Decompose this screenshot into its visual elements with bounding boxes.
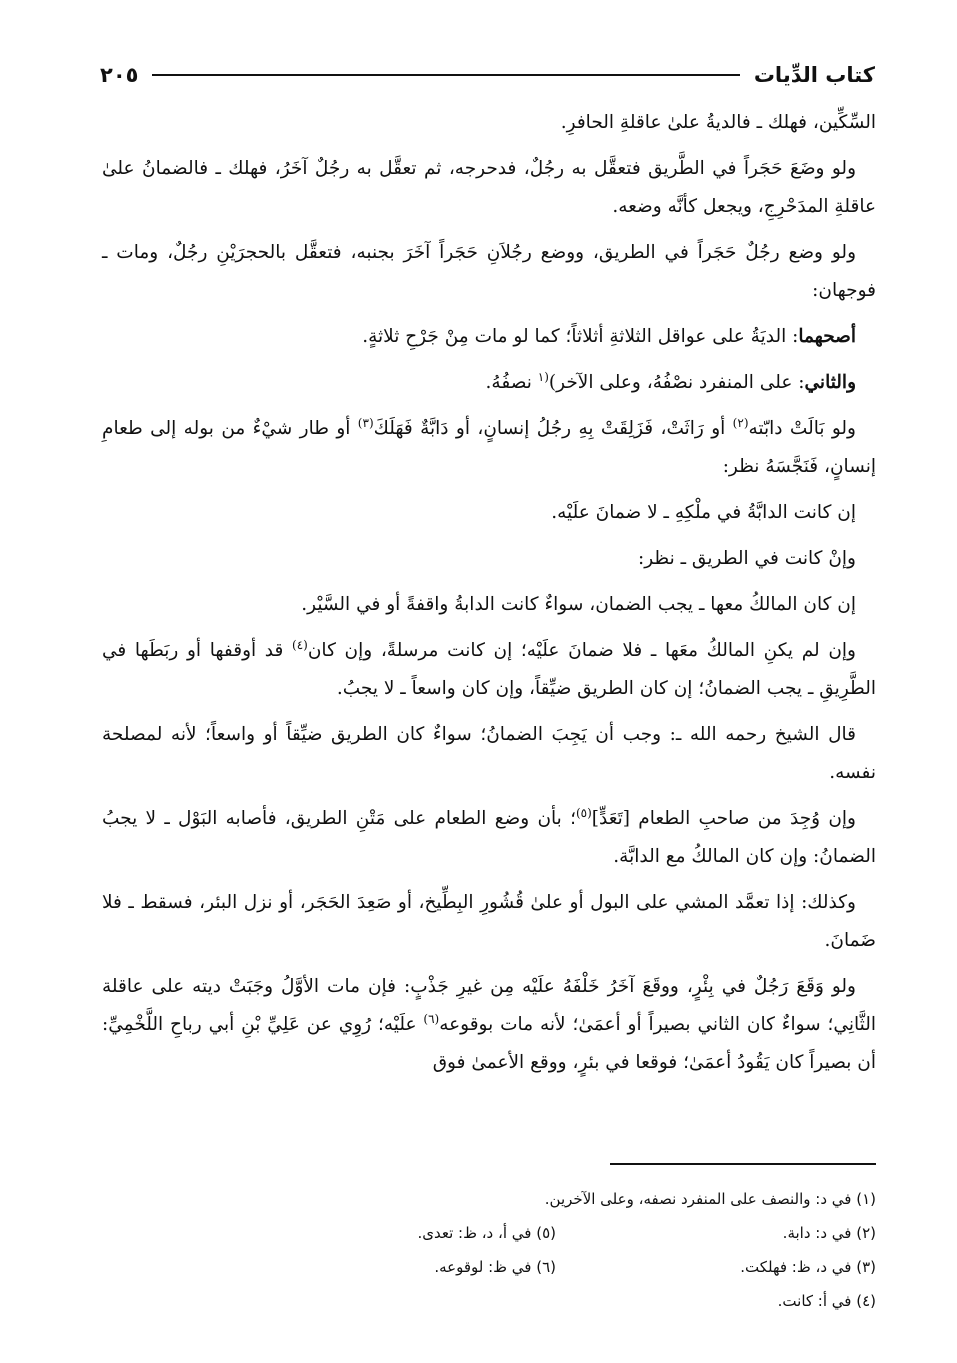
- footnote: (٣) في د، ظ: فهلكت.: [740, 1258, 876, 1276]
- footnote-ref: (١: [537, 369, 549, 384]
- running-title: كتاب الدِّيات: [753, 63, 875, 87]
- opinion-label: أصحهما: [798, 326, 856, 347]
- paragraph: السِّكِّين، فهلك ـ فالديةُ علىٰ عاقلةِ الحافرِ.: [560, 112, 876, 133]
- paragraph: ولو وضع رجُلٌ حَجَراً في الطريق، ووضع رجُلاَنِ حَجَراً آخَرَ بجنبه، فتعقَّل بالحجرَيْنِ رجُلٌ، ومات ـ فوجهان:: [102, 242, 876, 301]
- page-header: [100, 55, 875, 95]
- paragraph: [102, 410, 876, 486]
- text-run: وإن لم يكنِ المالكُ معَها ـ فلا ضمانَ علَيْه؛ إن كانت مرسلةً، وإن كان: [307, 640, 856, 661]
- text-run: ولو وَقَعَ رَجُلٌ في بِئْرٍ، ووقَعَ آخَرُ خَلْفَهُ علَيْه مِن غيرِ جَذْبٍ: فإن مات الأوَّلُ وجَبَتْ ديته على عاقلة الثَّانِي؛ سواءٌ كان الثاني بصيراً أو أعمَىٰ؛ لأنه مات بوقوعه: [102, 976, 876, 1035]
- page-body: [102, 104, 876, 1154]
- opinion-text: : على المنفرد نصْفُهُ، وعلى الآخر): [548, 372, 805, 393]
- paragraph: [102, 800, 876, 876]
- footnote-ref: (٥): [575, 805, 592, 820]
- paragraph: [102, 968, 876, 1082]
- paragraph: قال الشيخ رحمه الله ـ: وجب أن يَجِبَ الضمانُ؛ سواءٌ كان الطريق ضيِّقاً أو واسعاً؛ لأنه لمصلحة نفسه.: [102, 724, 876, 783]
- footnote-separator: [610, 1163, 876, 1165]
- opinion-first: [102, 318, 876, 356]
- page-number: ٢٠٥: [100, 63, 139, 87]
- text-run: وإن وُجِدَ من صاحبِ الطعام [تَعَدٍّ]: [591, 808, 856, 829]
- opinion-text: : الديَةُ على عواقل الثلاثةِ أثلاثاً؛ كما لو مات مِنْ جَرْحِ ثلاثةٍ.: [362, 326, 799, 347]
- text-run: ؛ بأن وضع الطعام على مَتْنِ الطريق، فأصابه البَوْل ـ لا يجبُ الضمانُ: وإن كان المالكُ مع الدابَّة.: [102, 808, 876, 867]
- opinion-second: [102, 364, 876, 402]
- paragraph: إن كان المالكُ معها ـ يجب الضمان، سواءٌ كانت الدابةُ واقفةً أو في السَّيْر.: [301, 594, 856, 615]
- footnote-row: [102, 1216, 876, 1250]
- footnote-row: [102, 1182, 876, 1216]
- footnote-ref: (٤): [292, 637, 308, 652]
- opinion-text: نصفُهُ.: [485, 372, 538, 393]
- text-run: ولو بَالَتْ دابّته: [748, 418, 856, 439]
- footnote-row: [102, 1284, 876, 1318]
- footnote: (٥) في أ، د، ظ: تعدى.: [417, 1224, 556, 1242]
- paragraph: [102, 632, 876, 708]
- opinion-label: والثاني: [804, 372, 856, 393]
- paragraph: وإنْ كانت في الطريق ـ نظر:: [637, 548, 856, 569]
- footnote-ref: (٦): [423, 1011, 440, 1026]
- footnote-ref: (٢): [732, 415, 749, 430]
- text-run: أو رَاثَتْ، فَزَلِقَتْ بِهِ رجُلُ إنسانٍ، أو دَابَّةٌ فَهَلَكَ: [373, 418, 733, 439]
- paragraph: وكذلك: إذا تعمَّد المشي على البول أو علىٰ قُشُورِ البِطِّيخ، أو صَعِدَ الحَجَر، أو نزل البئر، فسقط ـ فلا ضَمانَ.: [102, 892, 876, 951]
- footnote: (٢) في د: دابة.: [782, 1224, 876, 1242]
- footnote-row: [102, 1250, 876, 1284]
- text-run: قد أوقفها أو ربَطَها في الطَّرِيقِ ـ يجب الضمانُ؛ إن كان الطريق ضيِّقاً، وإن كان واسعاً ـ لا يجبُ.: [102, 640, 876, 699]
- text-run: علَيْه؛ رُوِي عن عَلِيِّ بْنِ أبي رباحِ اللَّخْمِيِّ: أن بصيراً كان يَقُودُ أعمَىٰ؛ فوقعا في بئرٍ، ووقع الأعمىٰ فوق: [102, 1014, 876, 1073]
- footnote: (١) في د: والنصف على المنفرد نصفه، وعلى الآخرين.: [544, 1190, 876, 1208]
- paragraph: ولو وضَعَ حَجَراً في الطَّريق فتعقَّل به رجُلٌ، فدحرجه، ثم تعقَّل به رجُلٌ آخَرُ، فهلك ـ فالضمانُ علىٰ عاقلةِ المدَحْرِجِ، ويجعل كأنَّه وضعه.: [102, 158, 876, 217]
- footnote: (٤) في أ: كانت.: [777, 1292, 876, 1310]
- footnote: (٦) في ظ: لوقوعه.: [434, 1258, 556, 1276]
- paragraph: إن كانت الدابَّةُ في ملْكِهِ ـ لا ضمانَ علَيْه.: [551, 502, 856, 523]
- footnote-ref: (٣): [357, 415, 374, 430]
- header-rule: [152, 74, 739, 76]
- footnotes: [102, 1182, 876, 1318]
- text-run: أو طار شيْءٌ من بوله إلى طعامِ إنسانٍ، فَنَجَّسَهُ نظر:: [102, 418, 876, 477]
